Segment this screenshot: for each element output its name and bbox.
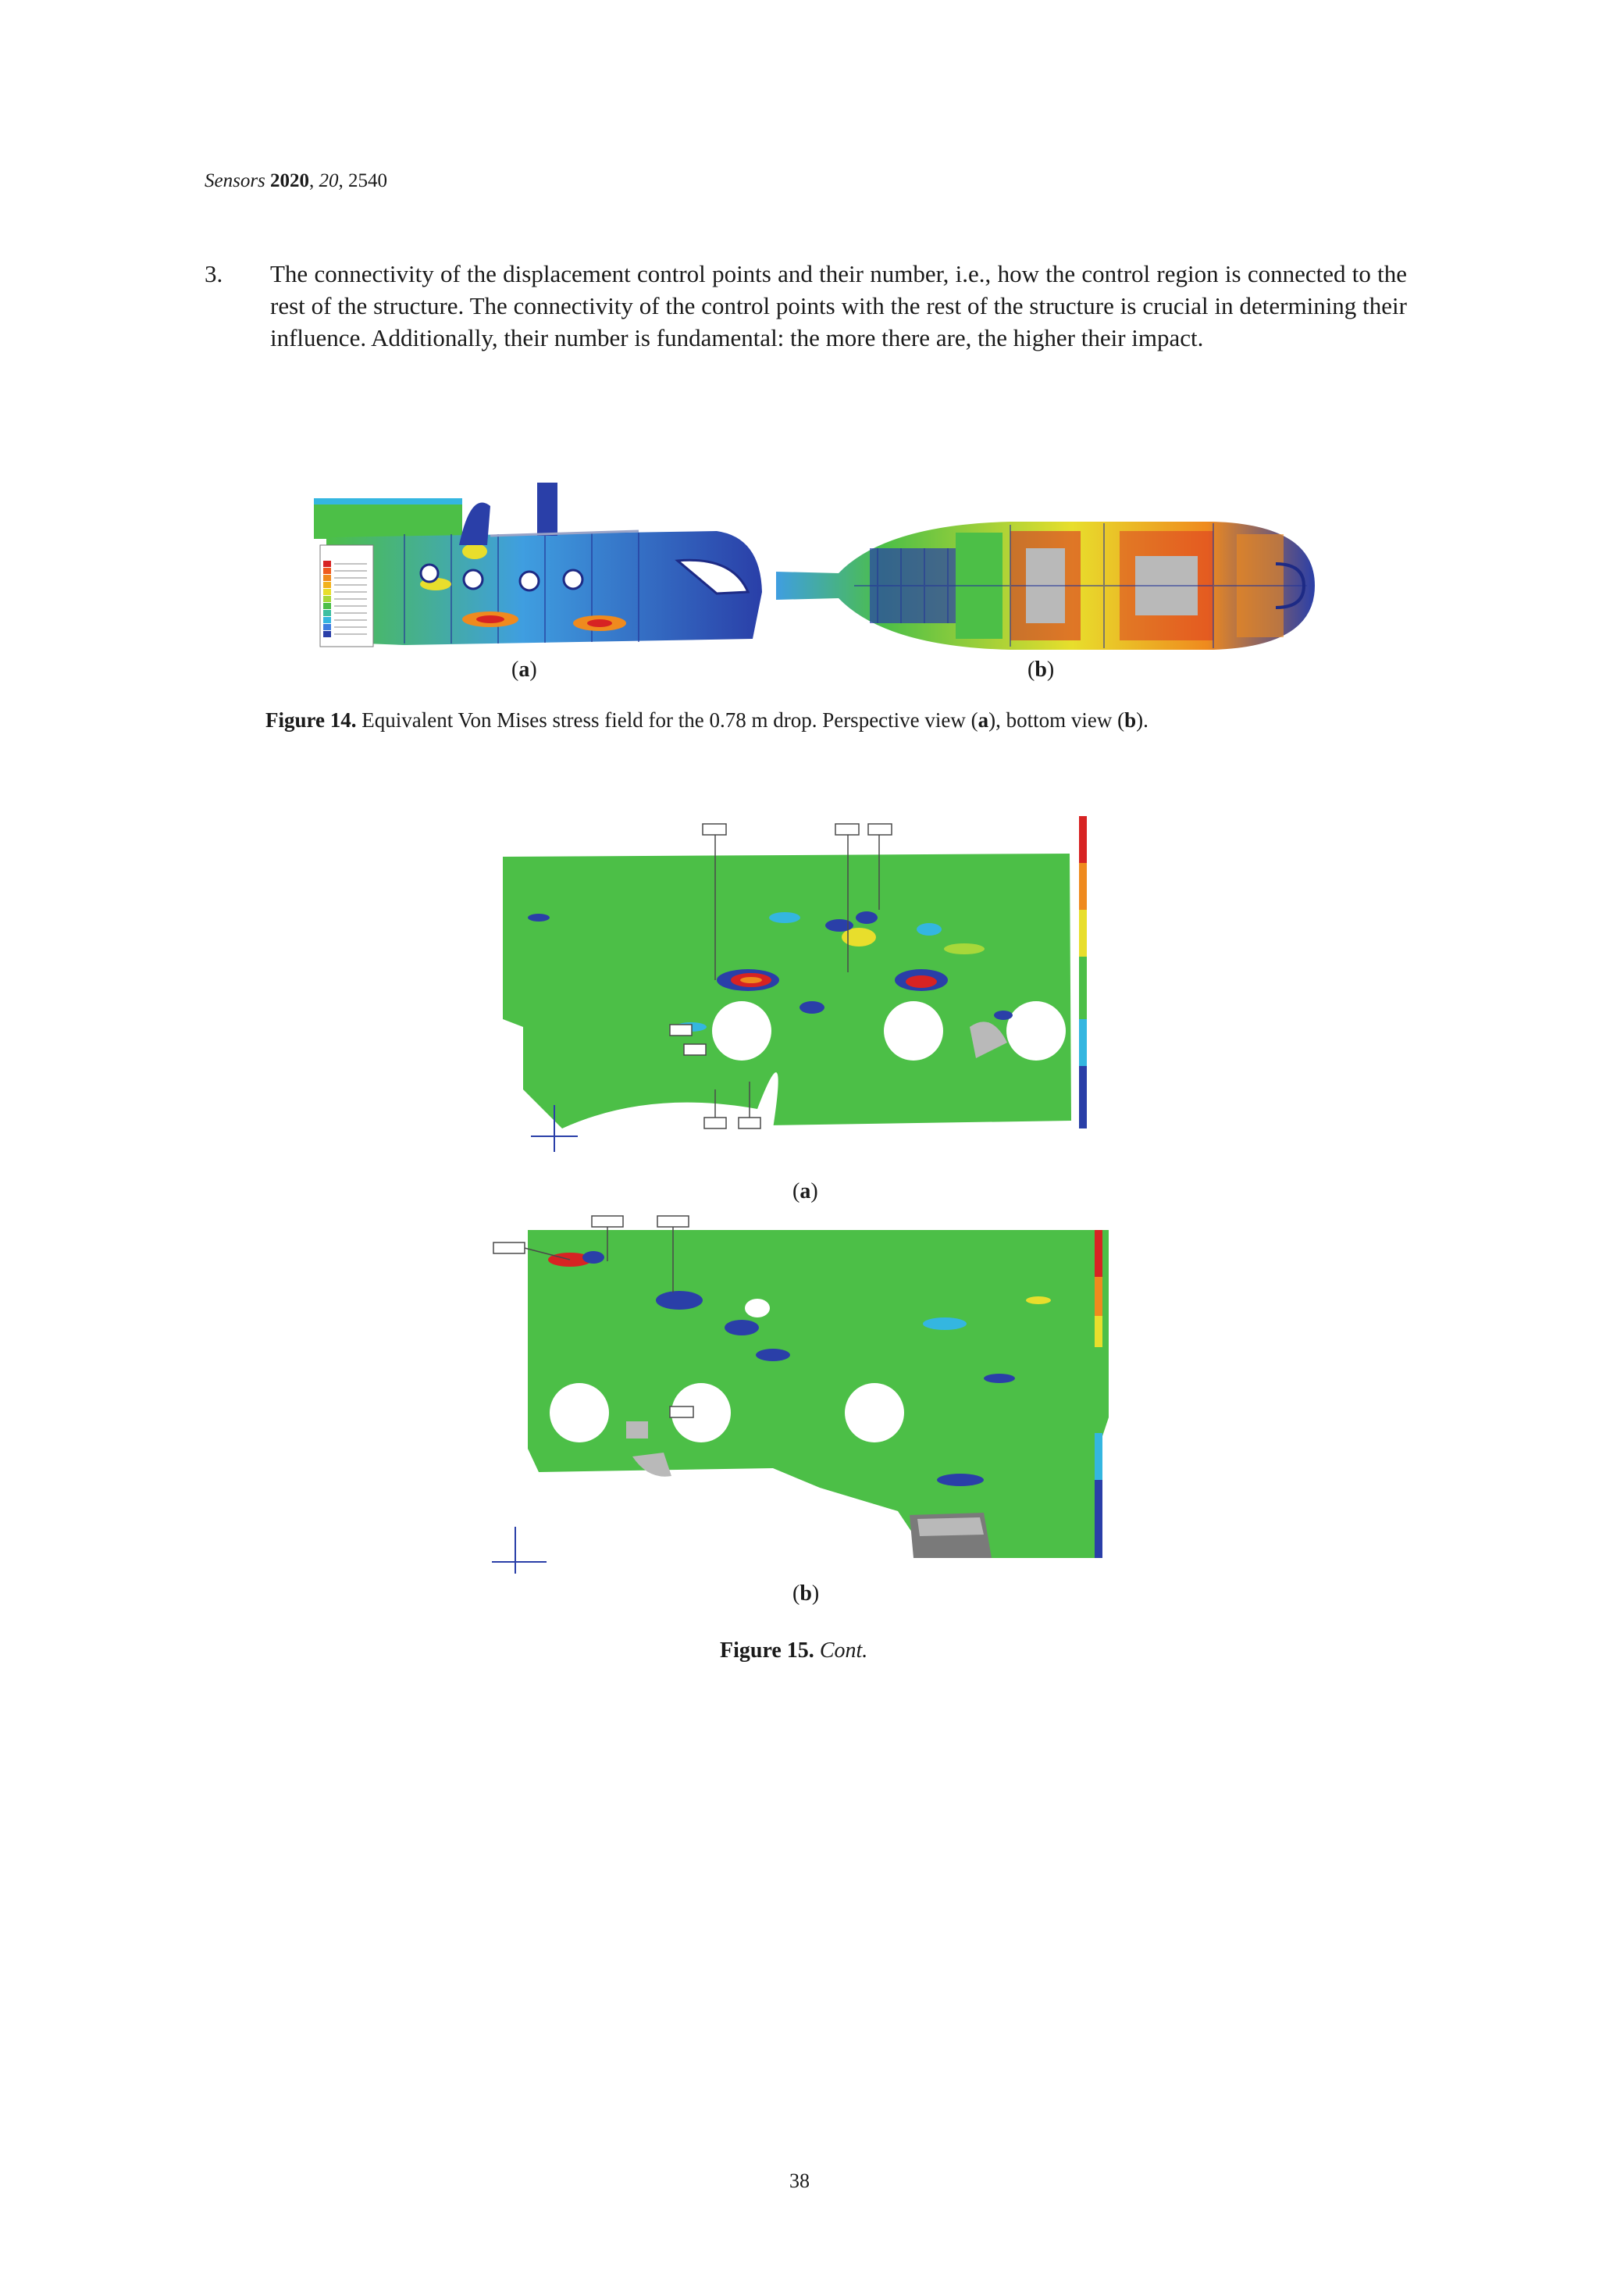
figure-14-sub-a-label: (a) — [511, 658, 537, 682]
figure-15b-contour-image — [492, 1214, 1116, 1585]
figure-14-sub-b-label: (b) — [1027, 658, 1055, 682]
list-item-number: 3. — [205, 260, 223, 287]
figure-14-label: Figure 14. — [265, 708, 357, 732]
figure-14-caption: Figure 14. Equivalent Von Mises stress field for the 0.78 m drop. Perspective view (a), bottom view (b). — [265, 708, 1149, 732]
figure-15-label: Figure 15. — [720, 1638, 814, 1663]
figure-15-sub-a-label: (a) — [792, 1179, 818, 1203]
figure-15-caption — [720, 1638, 867, 1663]
figure-15-caption-text: Cont. — [819, 1638, 868, 1663]
running-head: Sensors 2020, 20, 2540 — [205, 170, 388, 191]
figure-14b-stress-image — [776, 517, 1316, 654]
list-item-text: The connectivity of the displacement control points and their number, i.e., how the control region is connected to the rest of the structure. The connectivity of the control points with the rest of the structure is crucial in determining their influence. Additionally, their number is fundamental: the more there are, the higher their impact. — [270, 260, 1407, 351]
journal-year: 2020 — [270, 170, 310, 191]
journal-volume: 20 — [319, 170, 339, 191]
journal-name: Sensors — [205, 170, 265, 191]
numbered-list-item — [205, 258, 1407, 354]
page-number: 38 — [789, 2169, 810, 2192]
article-number: 2540 — [348, 170, 388, 191]
figure-14a-stress-image — [311, 475, 765, 651]
figure-15-sub-b-label: (b) — [792, 1581, 820, 1606]
figure-15a-contour-image — [492, 793, 1101, 1164]
